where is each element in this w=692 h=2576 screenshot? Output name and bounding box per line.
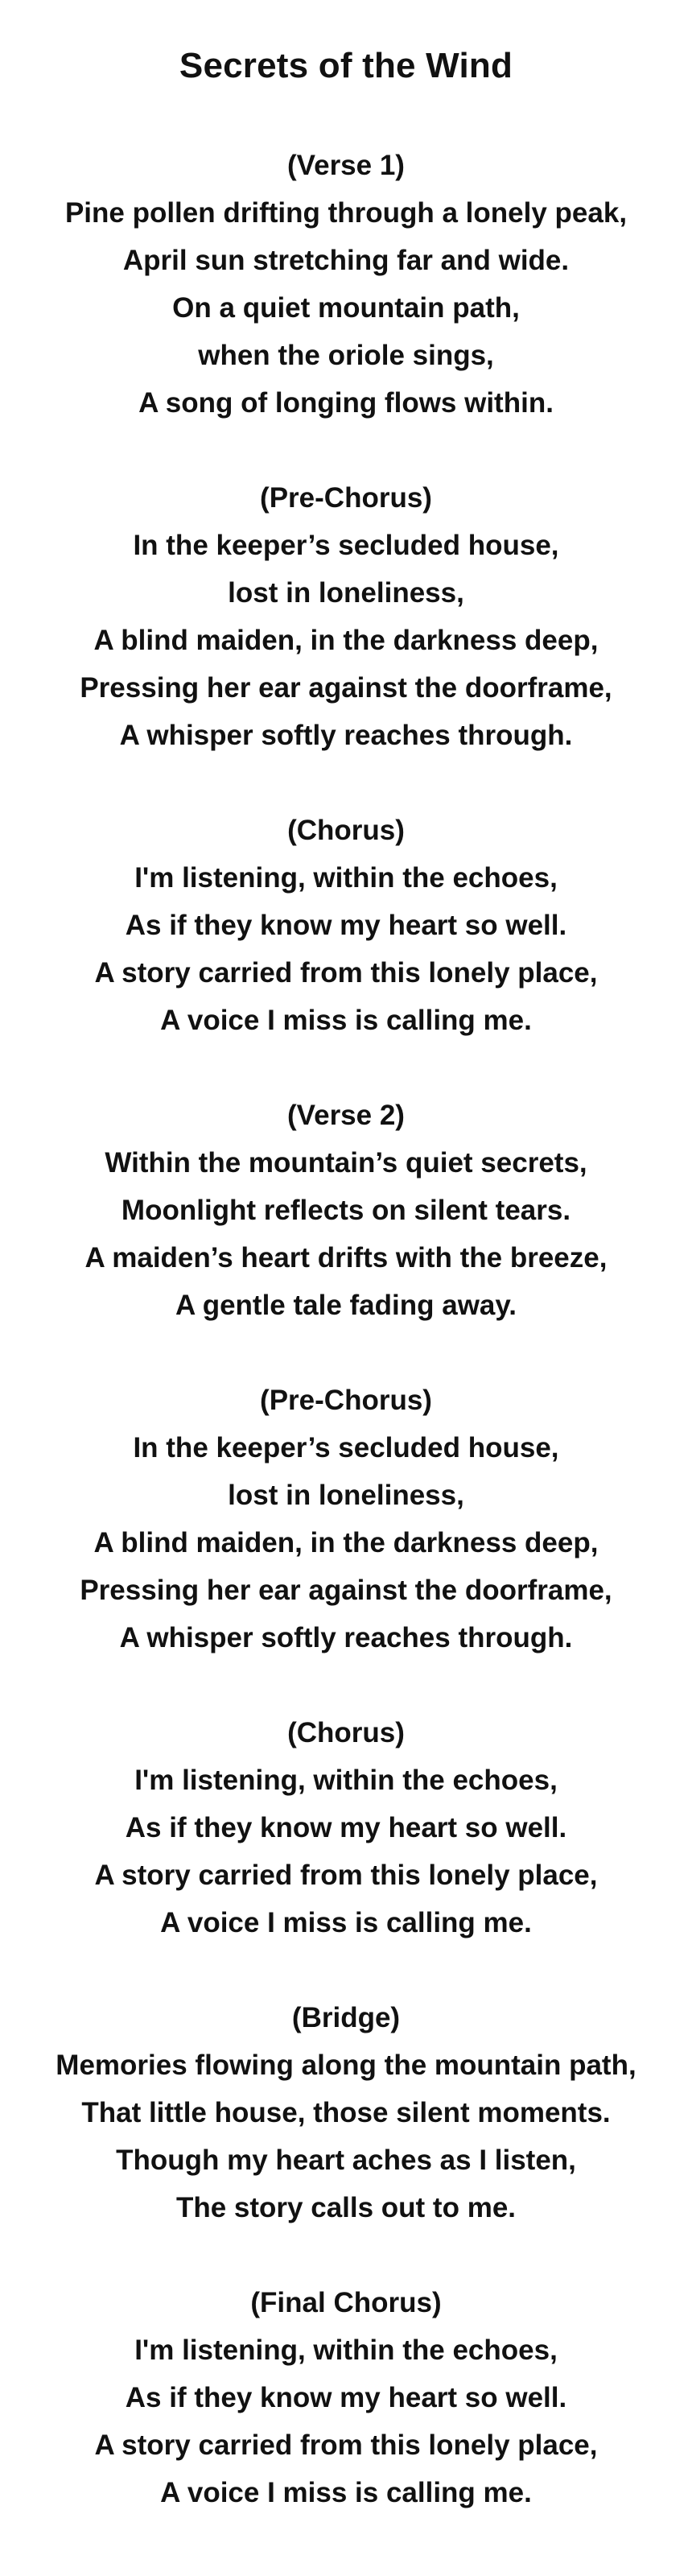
- section-label: (Chorus): [287, 1717, 405, 1748]
- section-label: (Bridge): [291, 2002, 401, 2033]
- lyric-line: Pressing her ear against the doorframe,: [80, 672, 612, 704]
- lyric-line: A voice I miss is calling me.: [160, 2477, 532, 2508]
- lyric-line: A blind maiden, in the darkness deep,: [93, 1527, 599, 1558]
- section-verse-2: [0, 1092, 692, 1329]
- lyric-line: I'm listening, within the echoes,: [134, 1765, 558, 1796]
- lyric-line: I'm listening, within the echoes,: [134, 2334, 558, 2366]
- lyric-line: when the oriole sings,: [198, 340, 494, 371]
- lyric-line: A story carried from this lonely place,: [94, 957, 598, 989]
- section-pre-chorus-2: [0, 1377, 692, 1662]
- lyric-line: As if they know my heart so well.: [125, 1812, 567, 1843]
- lyric-line: lost in loneliness,: [228, 1480, 464, 1511]
- lyric-line: The story calls out to me.: [175, 2192, 517, 2223]
- lyric-line: Pressing her ear against the doorframe,: [80, 1575, 612, 1606]
- section-final-chorus: [0, 2279, 692, 2516]
- section-chorus-1: [0, 807, 692, 1044]
- lyric-line: A blind maiden, in the darkness deep,: [93, 625, 599, 656]
- lyric-line: April sun stretching far and wide.: [122, 245, 570, 276]
- lyric-line: Memories flowing along the mountain path,: [56, 2050, 636, 2081]
- section-label: (Verse 1): [287, 150, 405, 181]
- lyric-line: lost in loneliness,: [228, 577, 464, 609]
- lyric-line: In the keeper’s secluded house,: [133, 1432, 559, 1463]
- lyric-line: A gentle tale fading away.: [175, 1290, 517, 1321]
- lyric-line: As if they know my heart so well.: [125, 2382, 567, 2413]
- page-title: Secrets of the Wind: [179, 46, 513, 85]
- lyric-line: Within the mountain’s quiet secrets,: [105, 1147, 587, 1179]
- section-bridge: [0, 1994, 692, 2231]
- lyric-line: A story carried from this lonely place,: [94, 2429, 598, 2461]
- lyric-line: Pine pollen drifting through a lonely peak,: [64, 197, 628, 229]
- section-label: (Pre-Chorus): [260, 482, 432, 514]
- lyric-line: A song of longing flows within.: [138, 387, 554, 419]
- lyric-line: A voice I miss is calling me.: [160, 1907, 532, 1938]
- section-label: (Verse 2): [287, 1100, 405, 1131]
- lyric-line: A whisper softly reaches through.: [119, 720, 573, 751]
- lyric-line: A voice I miss is calling me.: [160, 1005, 532, 1036]
- section-verse-1: [0, 142, 692, 427]
- lyric-line: As if they know my heart so well.: [125, 910, 567, 941]
- lyric-line: Moonlight reflects on silent tears.: [121, 1195, 571, 1226]
- lyric-line: I'm listening, within the echoes,: [134, 862, 558, 894]
- lyric-line: A story carried from this lonely place,: [94, 1860, 598, 1891]
- lyric-line: Though my heart aches as I listen,: [116, 2145, 576, 2176]
- section-label: (Pre-Chorus): [260, 1385, 432, 1416]
- section-label: (Final Chorus): [250, 2287, 442, 2318]
- lyric-line: That little house, those silent moments.: [81, 2097, 611, 2128]
- section-pre-chorus-1: [0, 474, 692, 759]
- lyric-line: A whisper softly reaches through.: [119, 1622, 573, 1653]
- section-label: (Chorus): [287, 815, 405, 846]
- section-chorus-2: [0, 1709, 692, 1946]
- lyric-line: On a quiet mountain path,: [172, 292, 520, 324]
- lyric-line: A maiden’s heart drifts with the breeze,: [84, 1242, 608, 1274]
- lyrics-sections: [0, 142, 692, 2516]
- lyric-line: In the keeper’s secluded house,: [133, 530, 559, 561]
